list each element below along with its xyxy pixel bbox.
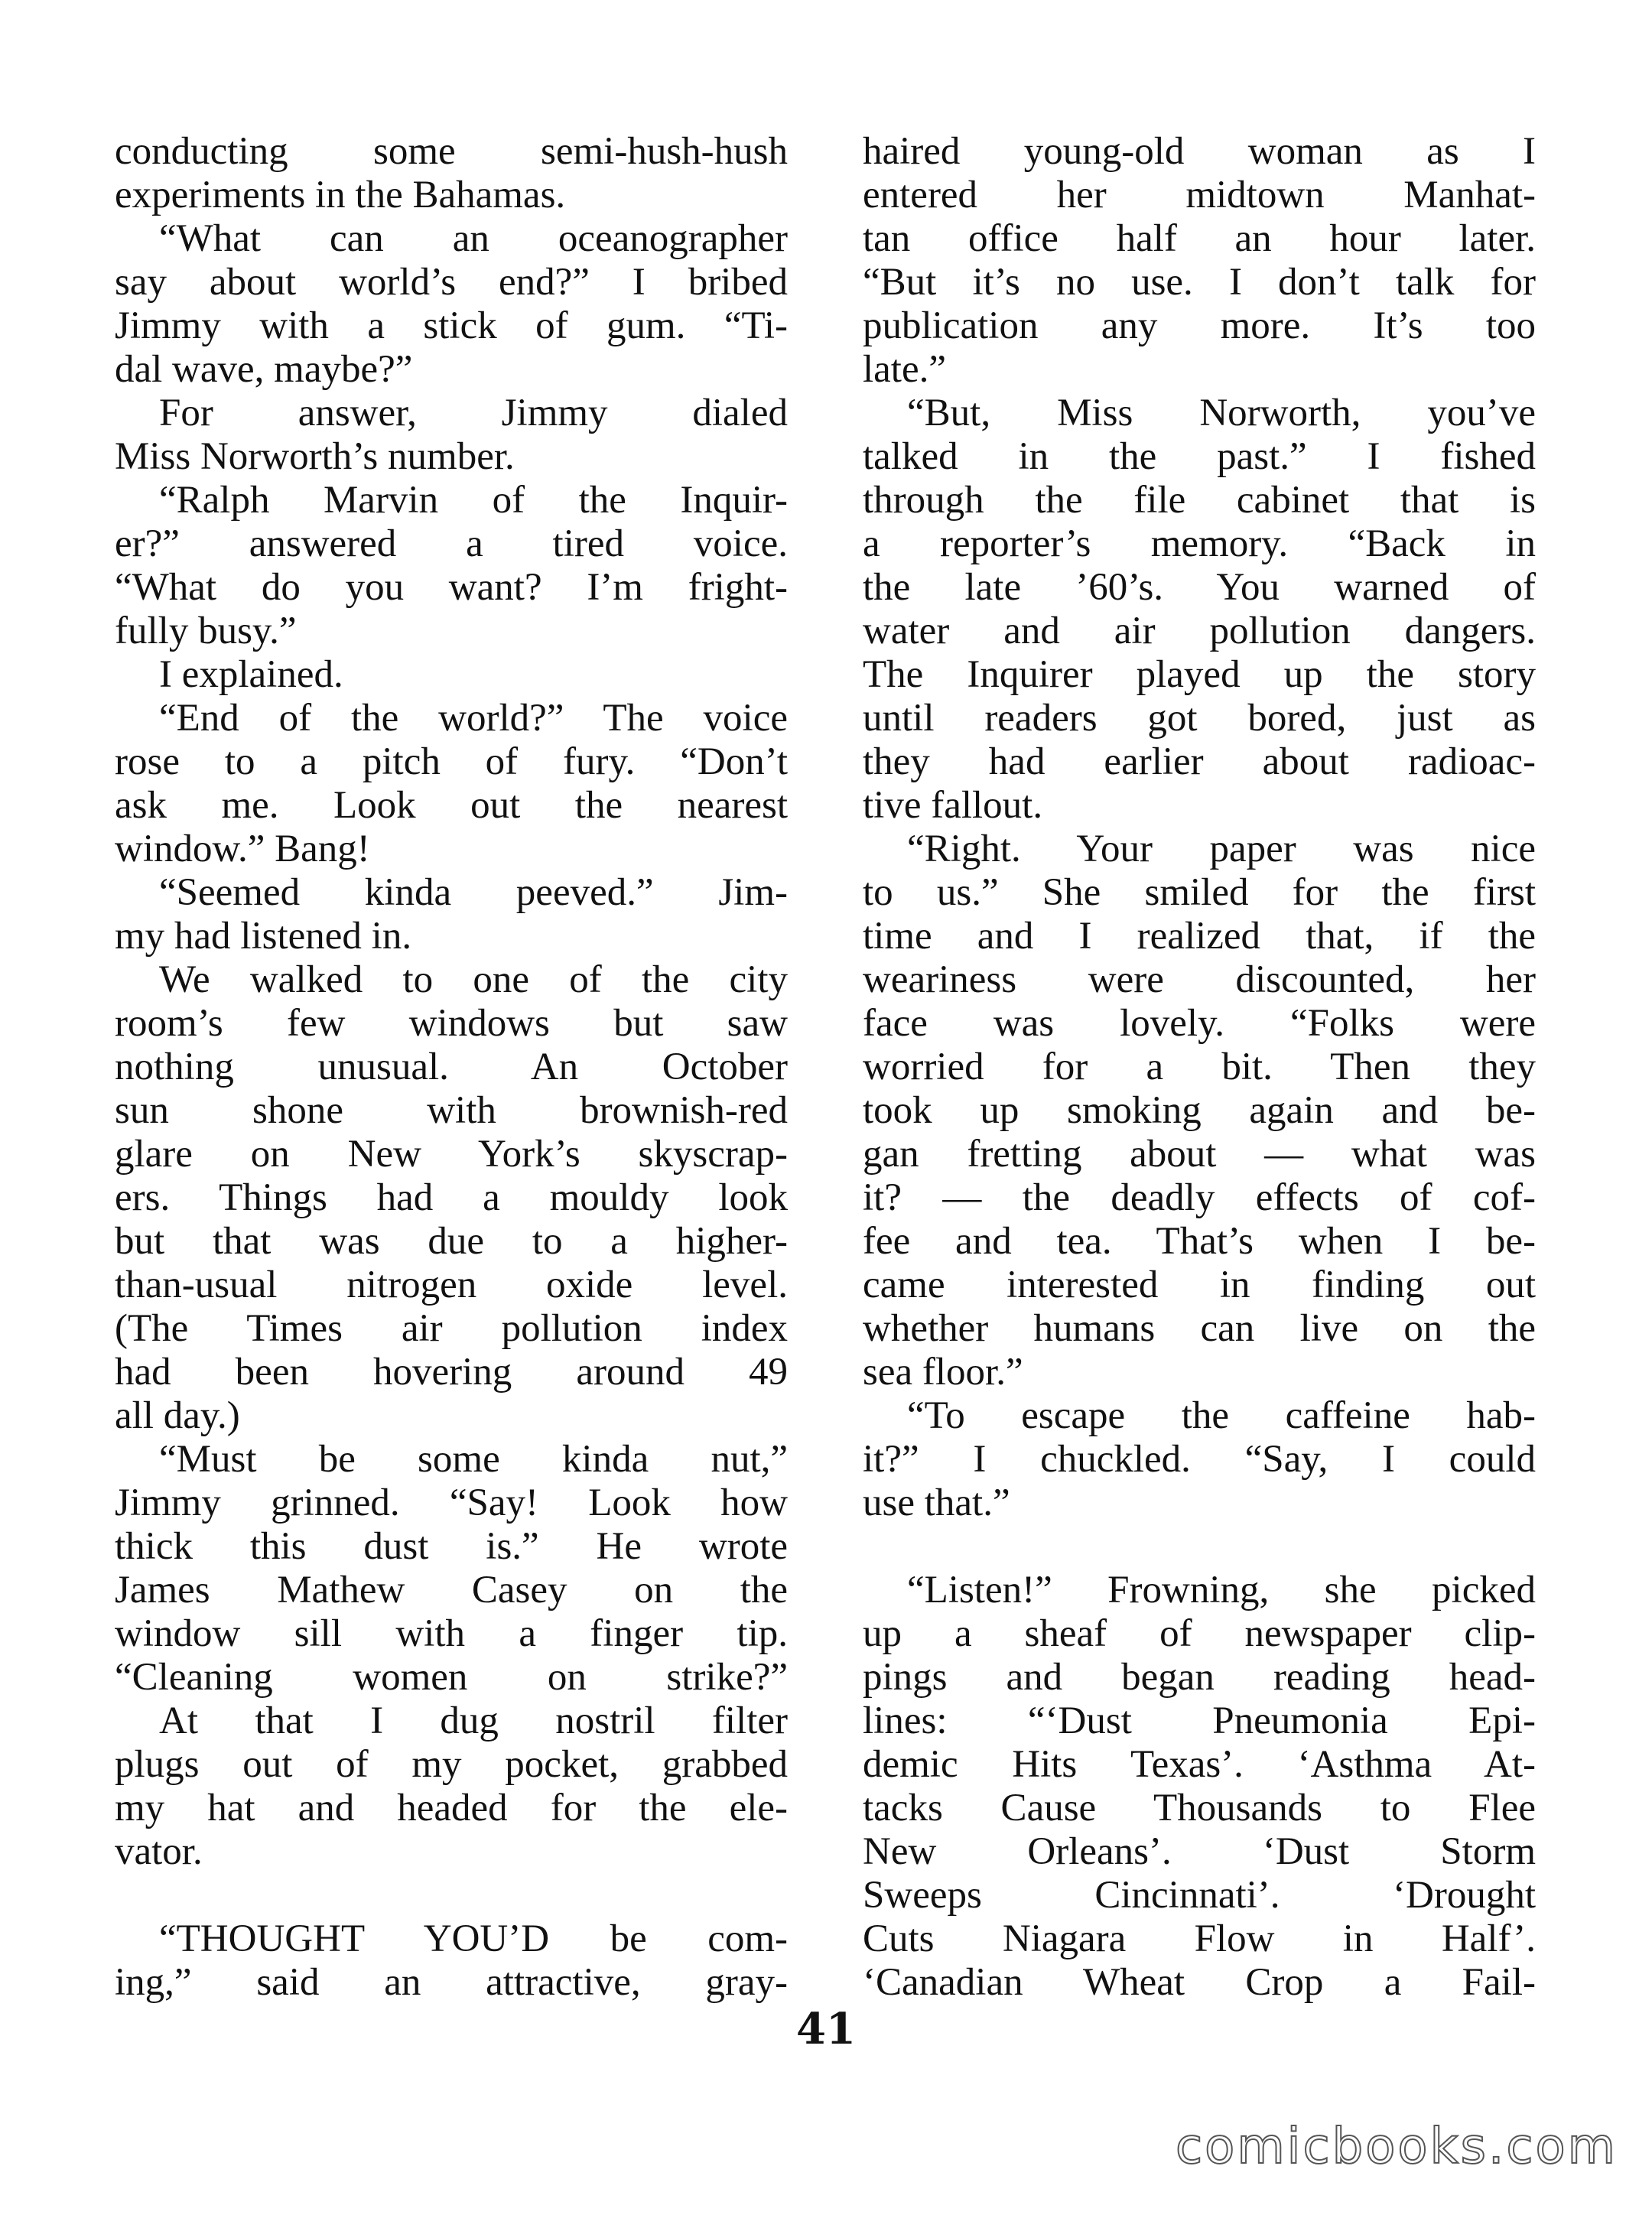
- text-line: all day.): [115, 1394, 240, 1437]
- text-line: took up smoking again and be-: [863, 1089, 1536, 1132]
- text-line: “End of the world?” The voice: [159, 697, 788, 740]
- text-line: sun shone with brownish-red: [115, 1089, 788, 1132]
- text-line: window sill with a finger tip.: [115, 1612, 788, 1655]
- text-line: weariness were discounted, her: [863, 958, 1536, 1001]
- text-line: late.”: [863, 348, 946, 391]
- text-line: “Right. Your paper was nice: [907, 828, 1536, 870]
- text-line: ing,” said an attractive, gray-: [115, 1961, 788, 2004]
- text-line: ask me. Look out the nearest: [115, 784, 788, 827]
- text-line: “But it’s no use. I don’t talk for: [863, 261, 1536, 304]
- text-line: a reporter’s memory. “Back in: [863, 522, 1536, 565]
- text-line: New Orleans’. ‘Dust Storm: [863, 1830, 1536, 1873]
- text-line: window.” Bang!: [115, 828, 370, 870]
- text-line: gan fretting about — what was: [863, 1133, 1536, 1176]
- text-line: time and I realized that, if the: [863, 915, 1536, 958]
- text-line: At that I dug nostril filter: [159, 1699, 788, 1742]
- text-line: Jimmy with a stick of gum. “Ti-: [115, 304, 788, 347]
- text-line: through the file cabinet that is: [863, 479, 1536, 522]
- text-line: glare on New York’s skyscrap-: [115, 1133, 788, 1176]
- paragraph-gap: [863, 1525, 1536, 1569]
- text-line: talked in the past.” I fished: [863, 435, 1536, 478]
- text-line: my had listened in.: [115, 915, 412, 958]
- text-line: We walked to one of the city: [159, 958, 788, 1001]
- text-line: room’s few windows but saw: [115, 1002, 788, 1045]
- text-line: Miss Norworth’s number.: [115, 435, 515, 478]
- text-line: they had earlier about radioac-: [863, 740, 1536, 783]
- text-line: until readers got bored, just as: [863, 697, 1536, 740]
- text-line: “To escape the caffeine hab-: [907, 1394, 1536, 1437]
- text-line: came interested in finding out: [863, 1263, 1536, 1306]
- text-line: to us.” She smiled for the first: [863, 871, 1536, 914]
- paragraph-gap: [115, 1874, 788, 1917]
- text-line: “Seemed kinda peeved.” Jim-: [159, 871, 788, 914]
- text-line: nothing unusual. An October: [115, 1046, 788, 1088]
- page-number: 41: [796, 2004, 856, 2054]
- text-line: vator.: [115, 1830, 203, 1873]
- text-line: rose to a pitch of fury. “Don’t: [115, 740, 788, 783]
- text-line: it? — the deadly effects of cof-: [863, 1176, 1536, 1219]
- text-line: thick this dust is.” He wrote: [115, 1525, 788, 1568]
- text-line: “What do you want? I’m fright-: [115, 566, 788, 609]
- text-line: “What can an oceanographer: [159, 217, 788, 260]
- text-line: (The Times air pollution index: [115, 1307, 788, 1350]
- text-line: lines: “‘Dust Pneumonia Epi-: [863, 1699, 1536, 1742]
- text-line: For answer, Jimmy dialed: [159, 392, 788, 434]
- text-line: but that was due to a higher-: [115, 1220, 788, 1263]
- text-line: “But, Miss Norworth, you’ve: [907, 392, 1536, 434]
- text-line: water and air pollution dangers.: [863, 610, 1536, 652]
- text-line: use that.”: [863, 1481, 1010, 1524]
- text-line: up a sheaf of newspaper clip-: [863, 1612, 1536, 1655]
- text-line: publication any more. It’s too: [863, 304, 1536, 347]
- text-line: fully busy.”: [115, 610, 297, 652]
- text-line: tan office half an hour later.: [863, 217, 1536, 260]
- text-line: ‘Canadian Wheat Crop a Fail-: [863, 1961, 1536, 2004]
- text-line: “Cleaning women on strike?”: [115, 1656, 788, 1699]
- text-line: “Listen!” Frowning, she picked: [907, 1569, 1536, 1611]
- left-column: [115, 130, 788, 2005]
- text-line: Jimmy grinned. “Say! Look how: [115, 1481, 788, 1524]
- text-line: sea floor.”: [863, 1351, 1023, 1394]
- text-line: Cuts Niagara Flow in Half’.: [863, 1917, 1536, 1960]
- right-column: [863, 130, 1536, 2005]
- text-line: plugs out of my pocket, grabbed: [115, 1743, 788, 1786]
- text-line: tacks Cause Thousands to Flee: [863, 1787, 1536, 1829]
- text-line: whether humans can live on the: [863, 1307, 1536, 1350]
- text-line: demic Hits Texas’. ‘Asthma At-: [863, 1743, 1536, 1786]
- text-line: the late ’60’s. You warned of: [863, 566, 1536, 609]
- text-line: er?” answered a tired voice.: [115, 522, 788, 565]
- text-line: James Mathew Casey on the: [115, 1569, 788, 1611]
- text-line: face was lovely. “Folks were: [863, 1002, 1536, 1045]
- text-line: entered her midtown Manhat-: [863, 174, 1536, 216]
- text-line: “THOUGHT YOU’D be com-: [159, 1917, 788, 1960]
- text-line: conducting some semi-hush-hush: [115, 130, 788, 173]
- text-line: Sweeps Cincinnati’. ‘Drought: [863, 1874, 1536, 1917]
- text-line: had been hovering around 49: [115, 1351, 788, 1394]
- text-line: tive fallout.: [863, 784, 1043, 827]
- text-line: I explained.: [159, 653, 343, 696]
- text-line: than-usual nitrogen oxide level.: [115, 1263, 788, 1306]
- text-line: “Must be some kinda nut,”: [159, 1438, 788, 1481]
- text-line: “Ralph Marvin of the Inquir-: [159, 479, 788, 522]
- text-line: The Inquirer played up the story: [863, 653, 1536, 696]
- text-line: ers. Things had a mouldy look: [115, 1176, 788, 1219]
- text-line: fee and tea. That’s when I be-: [863, 1220, 1536, 1263]
- text-line: experiments in the Bahamas.: [115, 174, 566, 216]
- text-line: my hat and headed for the ele-: [115, 1787, 788, 1829]
- text-line: dal wave, maybe?”: [115, 348, 413, 391]
- text-line: haired young-old woman as I: [863, 130, 1536, 173]
- text-line: worried for a bit. Then they: [863, 1046, 1536, 1088]
- watermark: comicbooks.com: [1175, 2119, 1618, 2175]
- text-line: it?” I chuckled. “Say, I could: [863, 1438, 1536, 1481]
- text-line: pings and began reading head-: [863, 1656, 1536, 1699]
- text-line: say about world’s end?” I bribed: [115, 261, 788, 304]
